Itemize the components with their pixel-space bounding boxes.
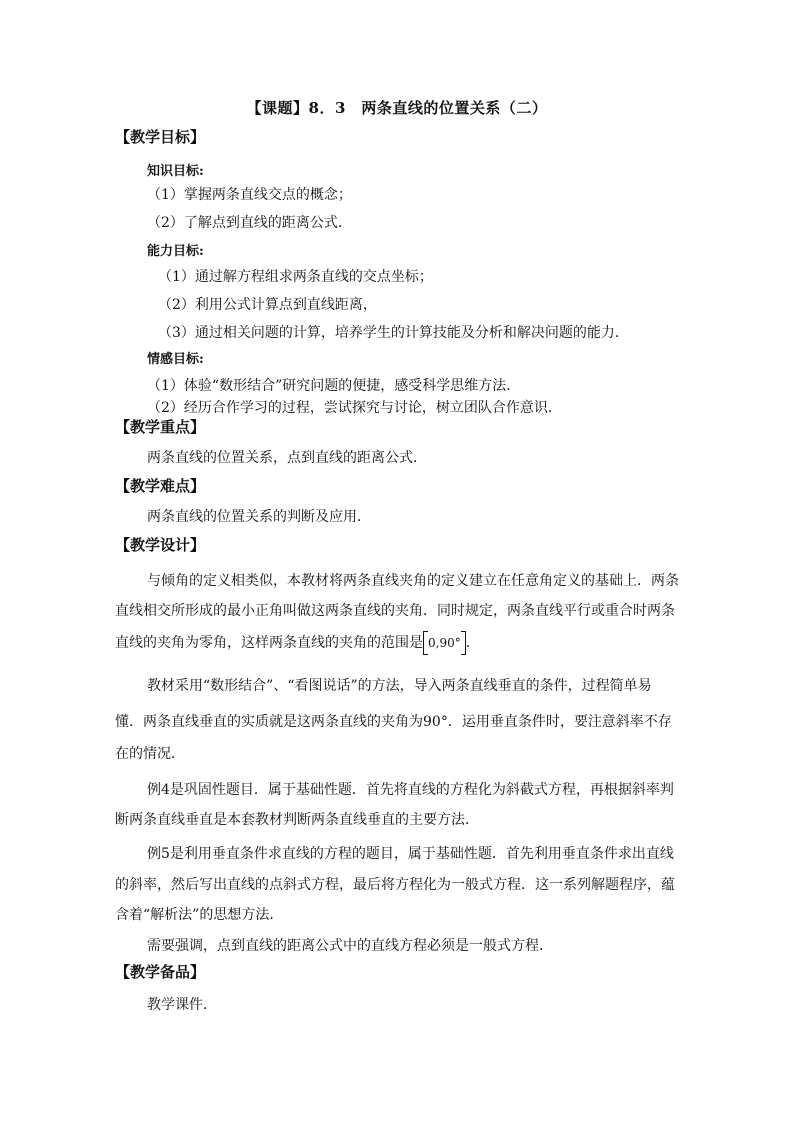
design-p4-line-3: 含着“解析法”的思想方法． — [115, 907, 284, 923]
emotion-item-2: （2）经历合作学习的过程，尝试探究与讨论，树立团队合作意识． — [147, 400, 562, 416]
preparation-text: 教学课件． — [147, 997, 217, 1013]
section-difficulties-heading: 【教学难点】 — [115, 477, 206, 495]
key-points-text: 两条直线的位置关系，点到直线的距离公式． — [147, 450, 427, 466]
emotion-objectives-label: 情感目标: — [147, 352, 204, 367]
design-p3-line-2: 断两条直线垂直是本套教材判断两条直线垂直的主要方法． — [115, 812, 479, 828]
design-p1-line-3: 直线的夹角为零角，这样两条直线的夹角的范围是 0,90° ． — [115, 635, 480, 651]
design-p2-line-3: 在的情况． — [115, 746, 185, 762]
section-objectives-heading: 【教学目标】 — [115, 128, 206, 146]
knowledge-objectives-label: 知识目标: — [147, 164, 204, 179]
section-key-points-heading: 【教学重点】 — [115, 418, 206, 436]
ability-item-1: （1）通过解方程组求两条直线的交点坐标； — [158, 269, 433, 285]
section-design-heading: 【教学设计】 — [115, 536, 206, 554]
knowledge-item-1: （1）掌握两条直线交点的概念； — [147, 187, 352, 203]
section-preparation-heading: 【教学备品】 — [115, 963, 206, 981]
ability-item-2: （2）利用公式计算点到直线距离， — [158, 297, 377, 313]
angle-range-interval: 0,90° — [423, 636, 466, 650]
emotion-item-1: （1）体验“数形结合”研究问题的便捷，感受科学思维方法． — [147, 378, 521, 394]
ability-objectives-label: 能力目标: — [147, 244, 204, 259]
difficulties-text: 两条直线的位置关系的判断及应用． — [147, 509, 371, 525]
design-p3-line-1: 例4是巩固性题目．属于基础性题．首先将直线的方程化为斜截式方程，再根据斜率判 — [147, 782, 674, 798]
ability-item-3: （3）通过相关问题的计算，培养学生的计算技能及分析和解决问题的能力． — [158, 325, 629, 341]
design-p1-line-1: 与倾角的定义相类似，本教材将两条直线夹角的定义建立在任意角定义的基础上．两条 — [147, 573, 679, 589]
design-p4-line-1: 例5是利用垂直条件求直线的方程的题目，属于基础性题．首先利用垂直条件求出直线 — [147, 846, 674, 862]
design-p1-line-2: 直线相交所形成的最小正角叫做这两条直线的夹角．同时规定，两条直线平行或重合时两条 — [115, 603, 675, 619]
page-title: 【课题】8．3 两条直线的位置关系（二） — [246, 99, 548, 117]
design-p5: 需要强调，点到直线的距离公式中的直线方程必须是一般式方程． — [147, 938, 553, 954]
design-p2-line-1: 教材采用“数形结合”、“看图说话”的方法，导入两条直线垂直的条件，过程简单易 — [147, 678, 652, 694]
design-p4-line-2: 的斜率，然后写出直线的点斜式方程，最后将方程化为一般式方程．这一系列解题程序，蕴 — [115, 877, 675, 893]
design-p2-line-2: 懂．两条直线垂直的实质就是这两条直线的夹角为90°．运用垂直条件时，要注意斜率不存 — [115, 714, 672, 730]
knowledge-item-2: （2）了解点到直线的距离公式． — [147, 215, 352, 231]
